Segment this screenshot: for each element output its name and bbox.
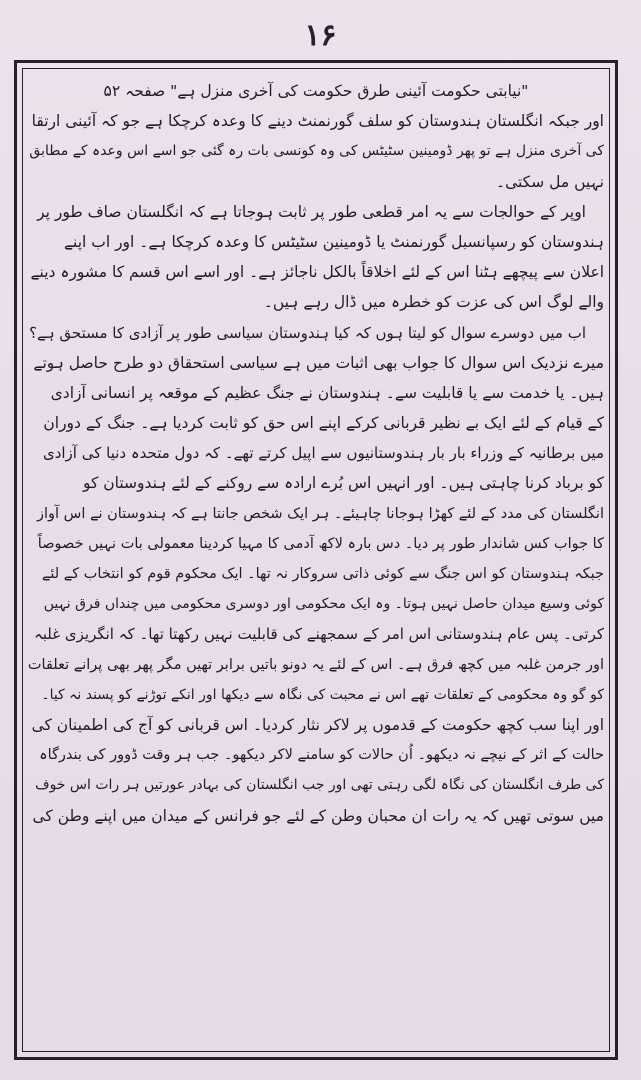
text-line: میں سوتی تھیں کہ یہ رات ان محبان وطن کے لئے جو فرانس کے میدان میں اپنے وطن کی bbox=[32, 806, 604, 825]
text-line: کوئی وسیع میدان حاصل نہیں ہوتا۔ وہ ایک محکومی اور دوسری محکومی میں چنداں فرق نہیں bbox=[43, 596, 604, 613]
text-line: اب میں دوسرے سوال کو لیتا ہوں کہ کیا ہندوستان سیاسی طور پر آزادی کا مستحق ہے؟ bbox=[29, 323, 586, 342]
text-line: کو گو وہ محکومی کے تعلقات تھے اس نے محبت کی نگاہ سے دیکھا اور انکے توڑنے کو پسند نہ کیا۔ bbox=[41, 686, 604, 703]
text-line: کے قیام کے لئے ایک بے نظیر قربانی کرکے اپنے اس حق کو ثابت کردیا ہے۔ جنگ کے دوران bbox=[43, 414, 604, 433]
text-line: نہیں مل سکتی۔ bbox=[496, 172, 604, 191]
text-line: ہندوستان کو رسپانسبل گورنمنٹ یا ڈومینین سٹیٹس کا وعدہ کرچکا ہے۔ اور اب اپنے bbox=[63, 232, 604, 251]
text-line: میرے نزدیک اس سوال کا جواب بھی اثبات میں ہے سیاسی استحقاق دو طرح حاصل ہوتے bbox=[33, 353, 604, 372]
text-line: اعلان سے پیچھے ہٹنا اس کے لئے اخلاقاً بالکل ناجائز ہے۔ اور اسے اس قسم کا مشورہ دینے bbox=[30, 263, 604, 282]
text-line: اور اپنا سب کچھ حکومت کے قدموں پر لاکر نثار کردیا۔ اس قربانی کو آج کی اطمینان کی bbox=[31, 715, 604, 734]
text-line: اوپر کے حوالجات سے یہ امر قطعی طور پر ثابت ہوجاتا ہے کہ انگلستان صاف طور پر bbox=[37, 202, 586, 221]
text-line: اور جبکہ انگلستان ہندوستان کو سلف گورنمنٹ دینے کا وعدہ کرچکا ہے جو کہ آئینی ارتقا bbox=[31, 112, 604, 131]
text-line: کا جواب کس شاندار طور پر دیا۔ دس بارہ لاکھ آدمی کا مہیا کردینا معمولی بات نہیں خصوصاً bbox=[37, 535, 604, 552]
quote-line: "نیابتی حکومت آئینی طرق حکومت کی آخری منزل ہے" صفحہ ۵۲ bbox=[103, 82, 529, 100]
text-line: کرتی۔ پس عام ہندوستانی اس امر کے سمجھنے کی قابلیت نہیں رکھتا تھا۔ کہ انگریزی غلبہ bbox=[33, 625, 604, 644]
text-line: میں برطانیہ کے وزراء بار بار ہندوستانیوں سے اپیل کرتے تھے۔ کہ دول متحدہ دنیا کی آزادی bbox=[42, 444, 604, 463]
text-line: اور جرمن غلبہ میں کچھ فرق ہے۔ اس کے لئے یہ دونو باتیں برابر تھیں مگر پھر بھی پرانے تعلقات bbox=[28, 656, 604, 673]
text-line: جبکہ ہندوستان کو اس جنگ سے کوئی ذاتی سروکار نہ تھا۔ ایک محکوم قوم کو انتخاب کے لئے bbox=[41, 566, 604, 582]
text-line: کی طرف انگلستان کی نگاہ لگی رہتی تھی اور جب انگلستان کی بہادر عورتیں ہر رات اس خوف bbox=[35, 777, 604, 794]
text-line: حالت کے اثر کے نیچے نہ دیکھو۔ اُن حالات کو سامنے لاکر دیکھو۔ جب ہر وقت ڈوور کی بندرگاہ bbox=[39, 747, 604, 764]
urdu-body-text bbox=[28, 76, 604, 1046]
text-line: کو برباد کرنا چاہتی ہیں۔ اور انہیں اس بُرے ارادہ سے روکنے کے لئے ہندوستان کو bbox=[82, 474, 604, 493]
page-number: ۱۶ bbox=[304, 18, 337, 53]
text-line: کی آخری منزل ہے تو پھر ڈومینین سٹیٹس کی وہ کونسی بات رہ گئی جو اسے اس وعدہ کے مطابق bbox=[29, 143, 604, 160]
text-line: انگلستان کی مدد کے لئے کھڑا ہوجانا چاہیئے۔ ہر ایک شخص جانتا ہے کہ ہندوستان نے اس آواز bbox=[37, 505, 604, 522]
text-line: والے لوگ اس کی عزت کو خطرہ میں ڈال رہے ہیں۔ bbox=[263, 293, 604, 312]
text-line: ہیں۔ یا خدمت سے یا قابلیت سے۔ ہندوستان نے جنگ عظیم کے موقعہ پر انسانی آزادی bbox=[50, 383, 604, 402]
